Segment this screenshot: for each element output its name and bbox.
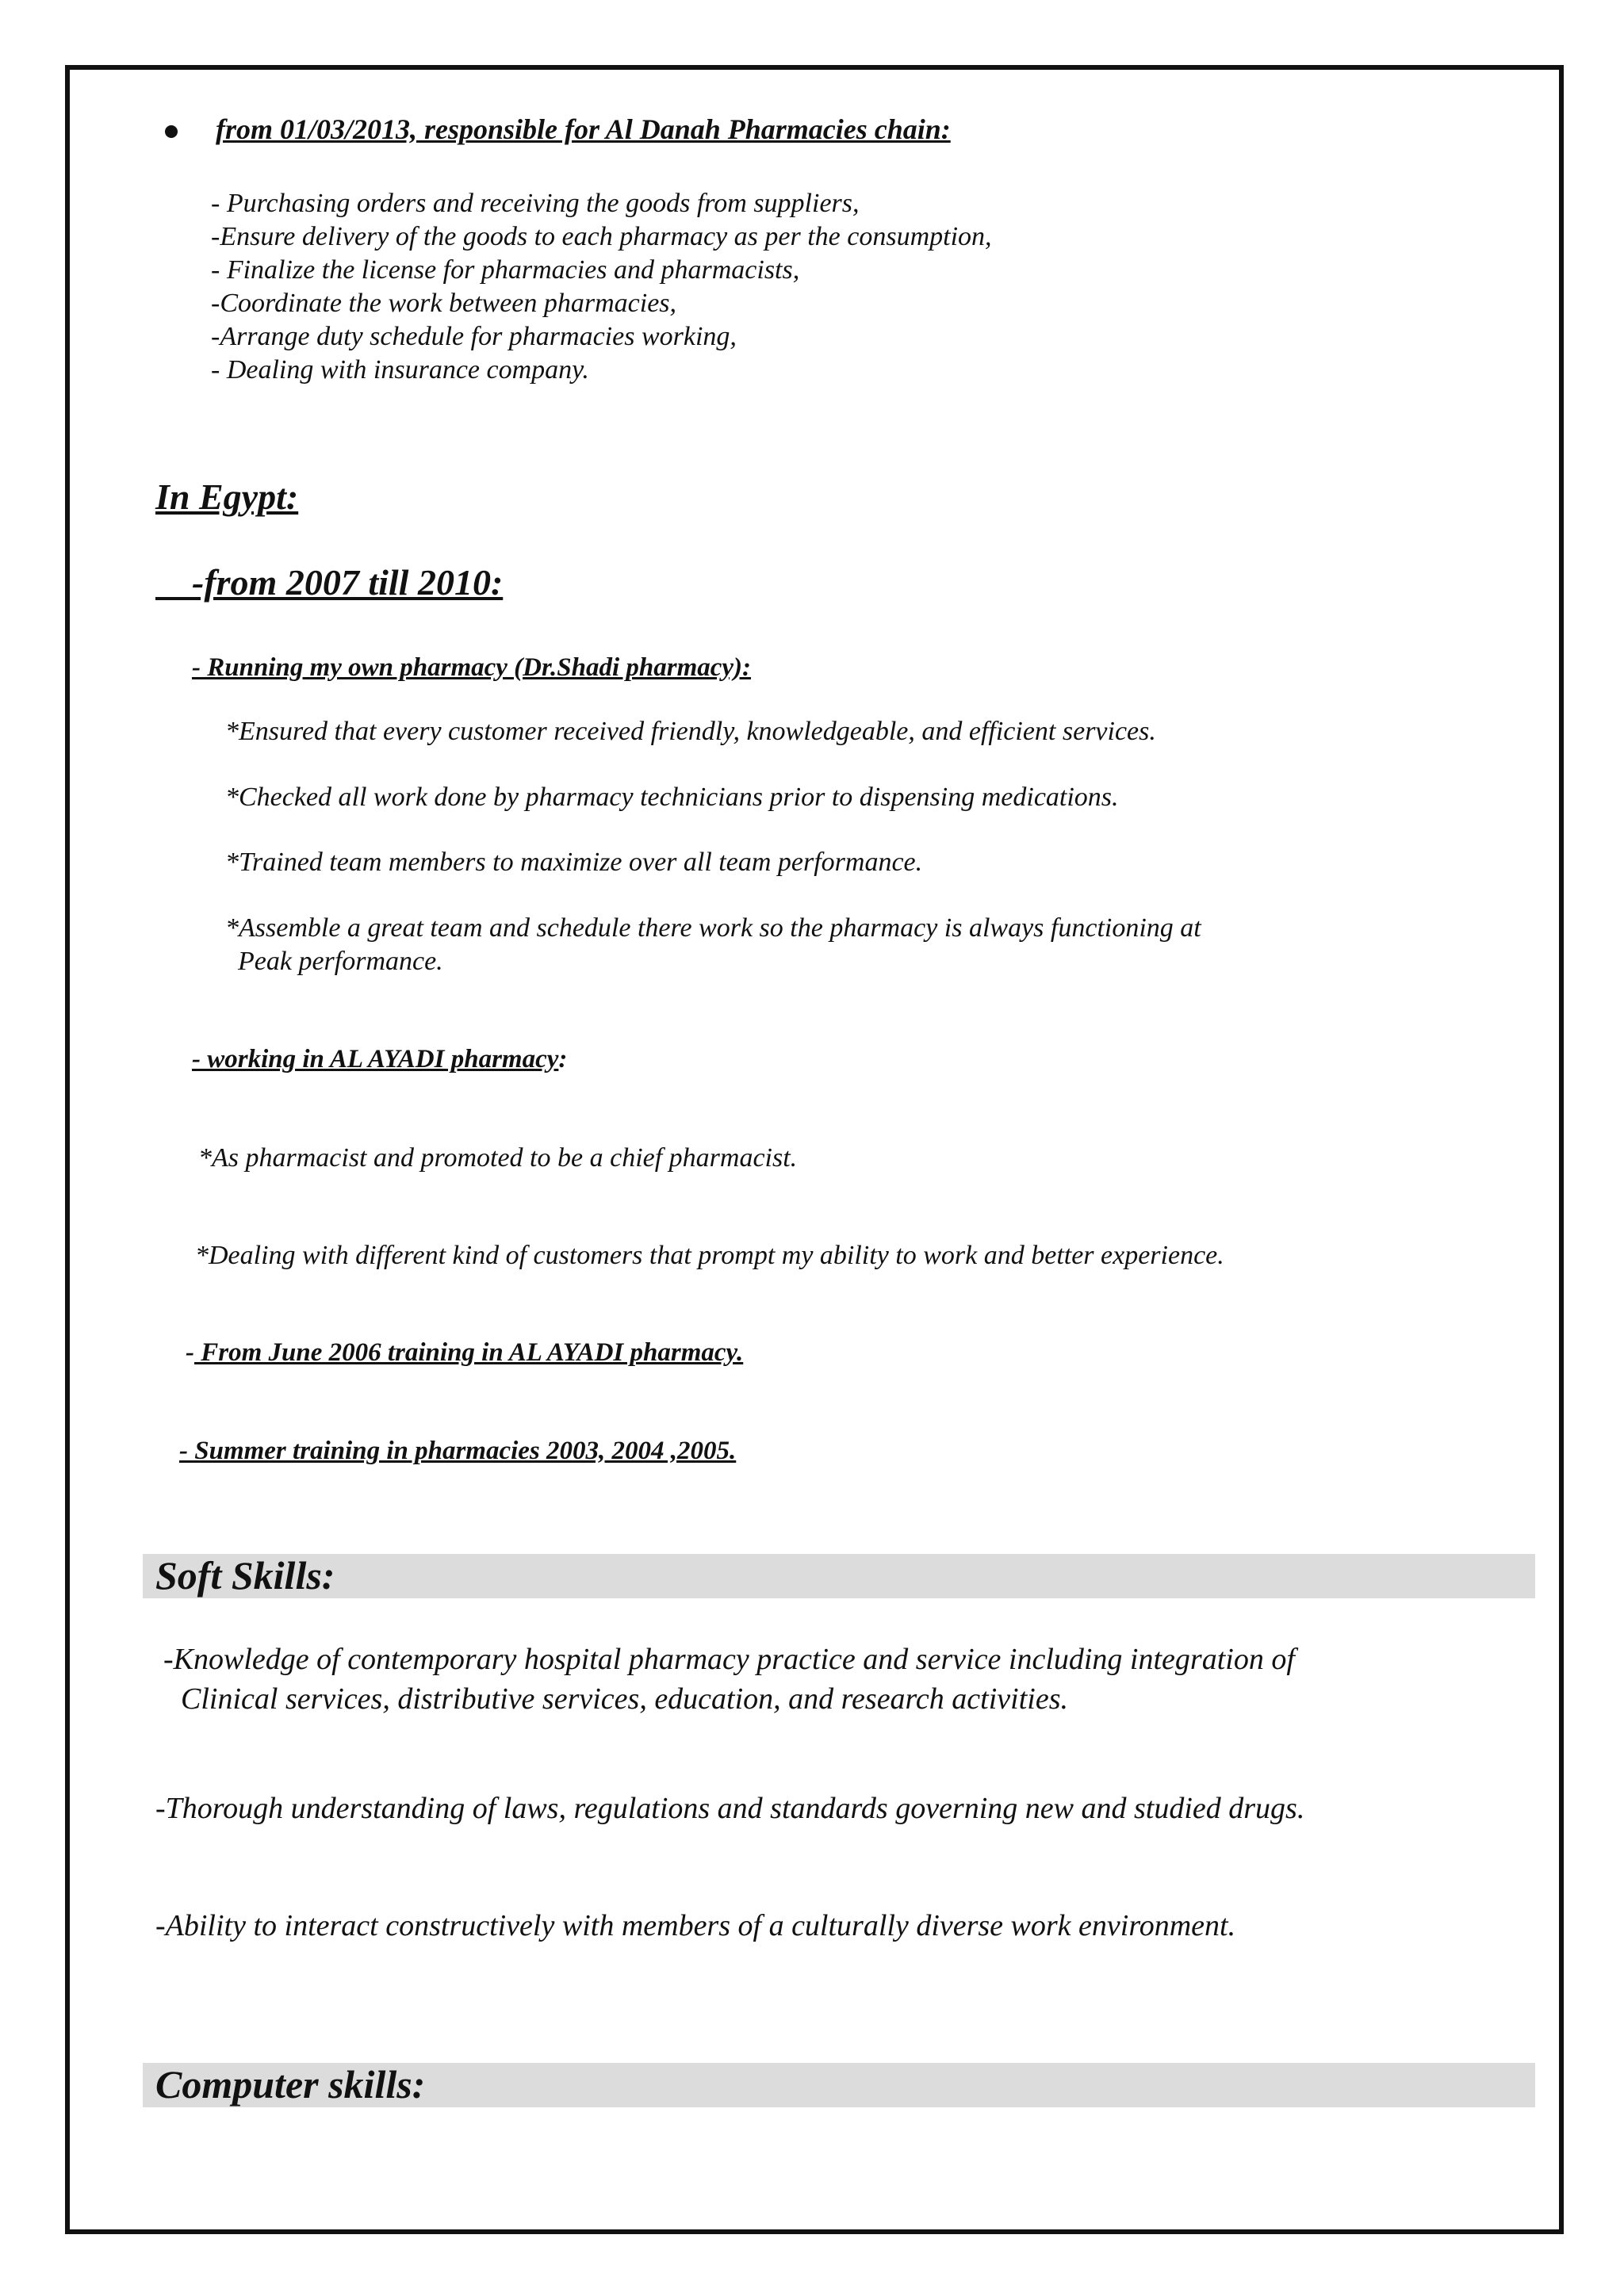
duty-item: - Finalize the license for pharmacies and pharmacists, <box>211 255 800 285</box>
soft-skill-item: -Ability to interact constructively with members of a culturally diverse work environment. <box>155 1909 1236 1942</box>
own-pharmacy-item: *Checked all work done by pharmacy technicians prior to dispensing medications. <box>225 783 1119 812</box>
own-pharmacy-item: Peak performance. <box>238 947 443 976</box>
soft-skill-item: -Thorough understanding of laws, regulations and standards governing new and studied drugs. <box>155 1792 1305 1825</box>
soft-skill-item: -Knowledge of contemporary hospital pharmacy practice and service including integration of <box>163 1643 1295 1676</box>
summer-training: - Summer training in pharmacies 2003, 2004 ,2005. <box>179 1437 737 1465</box>
own-pharmacy-heading: - Running my own pharmacy (Dr.Shadi pharmacy): <box>192 653 752 682</box>
soft-skills-title: Soft Skills: <box>155 1553 335 1598</box>
egypt-heading: In Egypt: <box>155 476 299 517</box>
own-pharmacy-item: *Ensured that every customer received friendly, knowledgeable, and efficient services. <box>225 717 1156 746</box>
duty-item: - Purchasing orders and receiving the goods from suppliers, <box>211 189 860 218</box>
soft-skills-bar <box>143 1554 1535 1598</box>
computer-skills-title: Computer skills: <box>155 2062 426 2107</box>
duty-item: -Coordinate the work between pharmacies, <box>211 289 677 318</box>
al-ayadi-heading-line <box>192 1045 567 1074</box>
job-duties-list <box>211 187 992 387</box>
own-pharmacy-item: *Trained team members to maximize over all team performance. <box>225 848 923 877</box>
training-text: From June 2006 training in AL AYADI pharmacy. <box>194 1338 744 1367</box>
al-ayadi-heading: - working in AL AYADI pharmacy <box>192 1045 559 1073</box>
al-ayadi-colon: : <box>558 1045 568 1073</box>
bullet-icon <box>165 125 178 138</box>
job-heading: from 01/03/2013, responsible for Al Danah Pharmacies chain: <box>216 113 951 145</box>
own-pharmacy-item: *Assemble a great team and schedule there work so the pharmacy is always functioning at <box>225 913 1201 943</box>
duty-item: -Arrange duty schedule for pharmacies working, <box>211 322 737 351</box>
al-ayadi-item: *As pharmacist and promoted to be a chief pharmacist. <box>198 1143 798 1173</box>
duty-item: -Ensure delivery of the goods to each pharmacy as per the consumption, <box>211 222 992 251</box>
soft-skill-item: Clinical services, distributive services, education, and research activities. <box>181 1682 1068 1716</box>
training-line <box>186 1338 743 1368</box>
egypt-period: -from 2007 till 2010: <box>155 562 504 603</box>
al-ayadi-item: *Dealing with different kind of customers that prompt my ability to work and better experience. <box>195 1241 1224 1270</box>
duty-item: - Dealing with insurance company. <box>211 355 589 385</box>
training-dash: - <box>186 1338 194 1367</box>
